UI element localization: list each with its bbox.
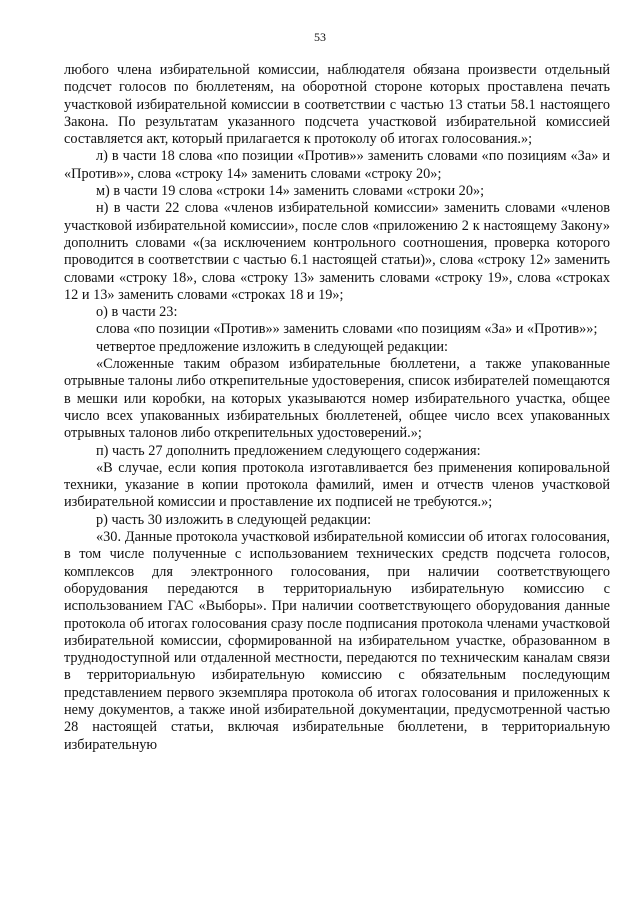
paragraph-item-o-fourth-sentence: четвертое предложение изложить в следующей редакции: bbox=[96, 338, 449, 355]
paragraph-item-p: п) часть 27 дополнить предложением следующего содержания: bbox=[96, 442, 481, 459]
page-number: 53 bbox=[314, 30, 326, 44]
paragraph-item-m: м) в части 19 слова «строки 14» заменить словами «строки 20»; bbox=[96, 183, 485, 200]
paragraph-item-l: л) в части 18 слова «по позиции «Против»» заменить словами «по позициям «За» и «Против»», слова «строку 14» заменить словами «строку 20»; bbox=[64, 148, 610, 182]
paragraph-part-30-text: «30. Данные протокола участковой избирательной комиссии об итогах голосования, в том числе полученные с использованием технических средств подсчета голосов, комплексов для электронного голосования, при наличии соответствующего оборудования передаются в территориальную избирательную комиссию с использованием ГАС «Выборы». При наличии соответствующего оборудования данные протокола об итогах голосования сразу после подписания протокола членами участковой избирательной комиссии, сформированной на избирательном участке, образованном в труднодоступной или отдаленной местности, передаются по техническим каналам связи в территориальную избирательную комиссию с обязательным последующим представлением первого экземпляра протокола об итогах голосования и приложенных к нему документов, а также иной избирательной документации, предусмотренной частью 28 настоящей статьи, включая избирательные бюллетени, в территориальную избирательную bbox=[64, 529, 610, 753]
paragraph-item-o: о) в части 23: bbox=[96, 304, 178, 321]
paragraph-item-r: р) часть 30 изложить в следующей редакции: bbox=[96, 511, 372, 528]
paragraph-item-o-words: слова «по позиции «Против»» заменить словами «по позициям «За» и «Против»»; bbox=[96, 321, 598, 338]
document-body bbox=[64, 62, 610, 754]
paragraph-item-n: н) в части 22 слова «членов избирательной комиссии» заменить словами «членов участковой избирательной комиссии», после слов «приложению 2 к настоящему Закону» дополнить словами «(за исключением контрольного соотношения, проверка которого проводится в соответствии с частью 6.1 настоящей статьи)», слова «строку 12» заменить словами «строку 18», слова «строку 13» заменить словами «строку 19», слова «строках 12 и 13» заменить словами «строках 18 и 19»; bbox=[64, 200, 610, 303]
paragraph-quoted-sentence: «Сложенные таким образом избирательные бюллетени, а также упакованные отрывные талоны либо открепительные удостоверения, список избирателей помещаются в мешки или коробки, на которых указываются номер избирательного участка, общее число всех упакованных избирательных бюллетеней, общее число всех упакованных отрывных талонов либо открепительных удостоверений.»; bbox=[64, 356, 610, 442]
paragraph-continuation: любого члена избирательной комиссии, наблюдателя обязана произвести отдельный подсчет голосов по бюллетеням, на оборотной стороне которых проставлена печать участковой избирательной комиссии в соответствии с частью 13 статьи 58.1 настоящего Закона. По результатам указанного подсчета участковой избирательной комиссией составляется акт, который прилагается к протоколу об итогах голосования.»; bbox=[64, 62, 610, 148]
paragraph-quoted-addition: «В случае, если копия протокола изготавливается без применения копировальной техники, указание в копии протокола фамилий, имен и отчеств членов участковой избирательной комиссии и проставление их подписей не требуются.»; bbox=[64, 459, 610, 511]
